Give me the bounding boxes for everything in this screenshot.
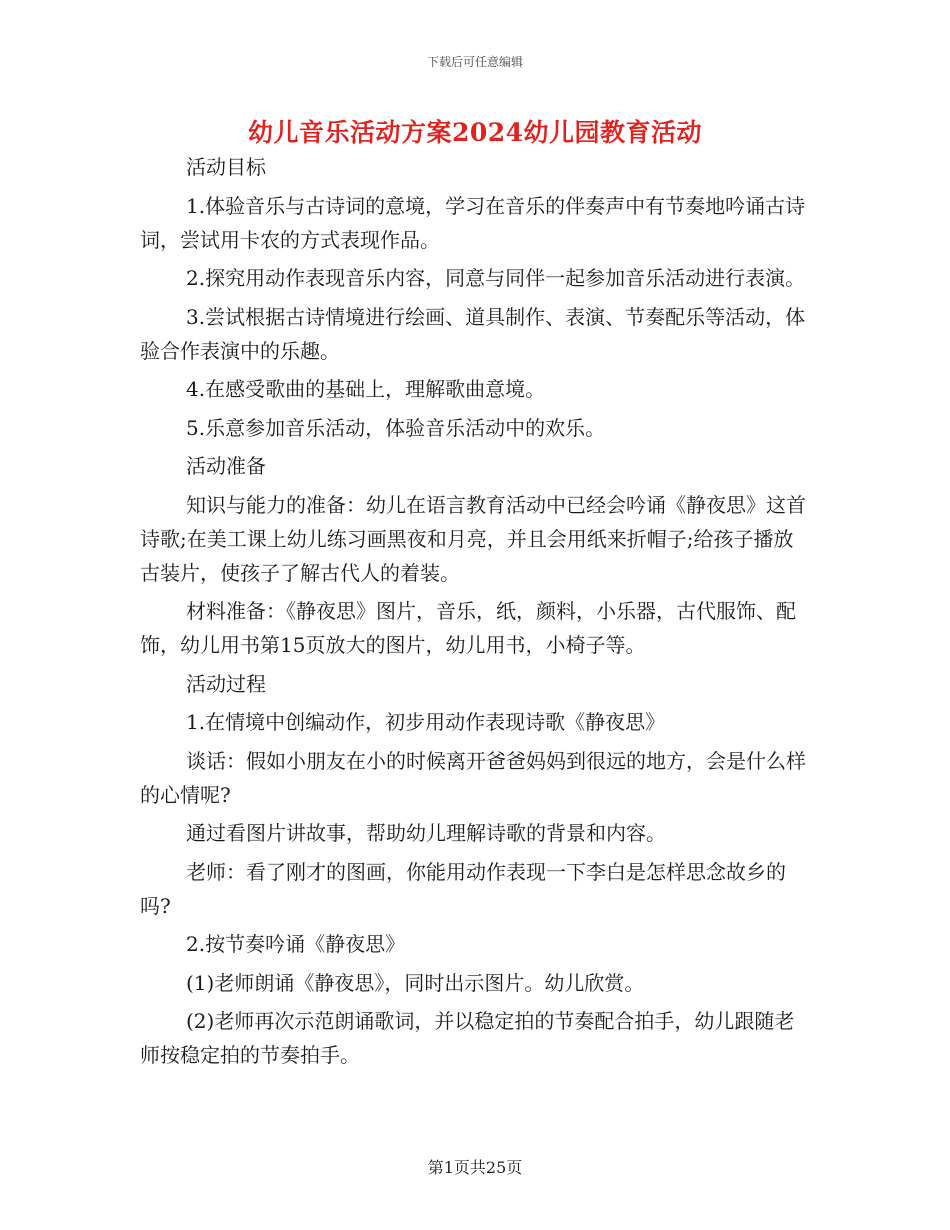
preparation-knowledge: 知识与能力的准备：幼儿在语言教育活动中已经会吟诵《静夜思》这首诗歌;在美工课上幼儿练习画黑夜和月亮，并且会用纸来折帽子;给孩子播放古装片，使孩子了解古代人的着装。 — [140, 492, 806, 585]
section-heading-goals: 活动目标 — [186, 155, 266, 179]
page-number: 第1页共25页 — [427, 1158, 523, 1177]
goal-item-2: 2.探究用动作表现音乐内容，同意与同伴一起参加音乐活动进行表演。 — [186, 266, 806, 290]
document-body — [140, 150, 806, 1077]
preparation-materials: 材料准备：《静夜思》图片，音乐，纸，颜料，小乐器，古代服饰、配饰，幼儿用书第15页放大的图片，幼儿用书，小椅子等。 — [140, 599, 796, 657]
process-story: 通过看图片讲故事，帮助幼儿理解诗歌的背景和内容。 — [186, 821, 666, 845]
process-dialogue: 谈话：假如小朋友在小的时候离开爸爸妈妈到很远的地方，会是什么样的心情呢? — [140, 748, 806, 807]
goal-item-1: 1.体验音乐与古诗词的意境，学习在音乐的伴奏声中有节奏地吟诵古诗词，尝试用卡农的方式表现作品。 — [140, 193, 806, 252]
header-note: 下载后可任意编辑 — [426, 55, 523, 69]
document-title: 幼儿音乐活动方案2024幼儿园教育活动 — [247, 118, 703, 147]
section-heading-preparation: 活动准备 — [186, 454, 266, 478]
process-teacher-question: 老师：看了刚才的图画，你能用动作表现一下李白是怎样思念故乡的吗? — [140, 859, 786, 918]
goal-item-5: 5.乐意参加音乐活动，体验音乐活动中的欢乐。 — [186, 415, 606, 440]
section-heading-process: 活动过程 — [186, 671, 266, 696]
process-substep-2: (2)老师再次示范朗诵歌词，并以稳定拍的节奏配合拍手，幼儿跟随老师按稳定拍的节奏拍手。 — [140, 1009, 795, 1067]
process-substep-1: (1)老师朗诵《静夜思》，同时出示图片。幼儿欣赏。 — [186, 970, 645, 995]
goal-item-4: 4.在感受歌曲的基础上，理解歌曲意境。 — [186, 377, 546, 401]
goal-item-3: 3.尝试根据古诗情境进行绘画、道具制作、表演、节奏配乐等活动，体验合作表演中的乐趣。 — [140, 304, 806, 363]
process-step-1: 1.在情境中创编动作，初步用动作表现诗歌《静夜思》 — [186, 710, 666, 734]
process-step-2: 2.按节奏吟诵《静夜思》 — [186, 932, 406, 956]
